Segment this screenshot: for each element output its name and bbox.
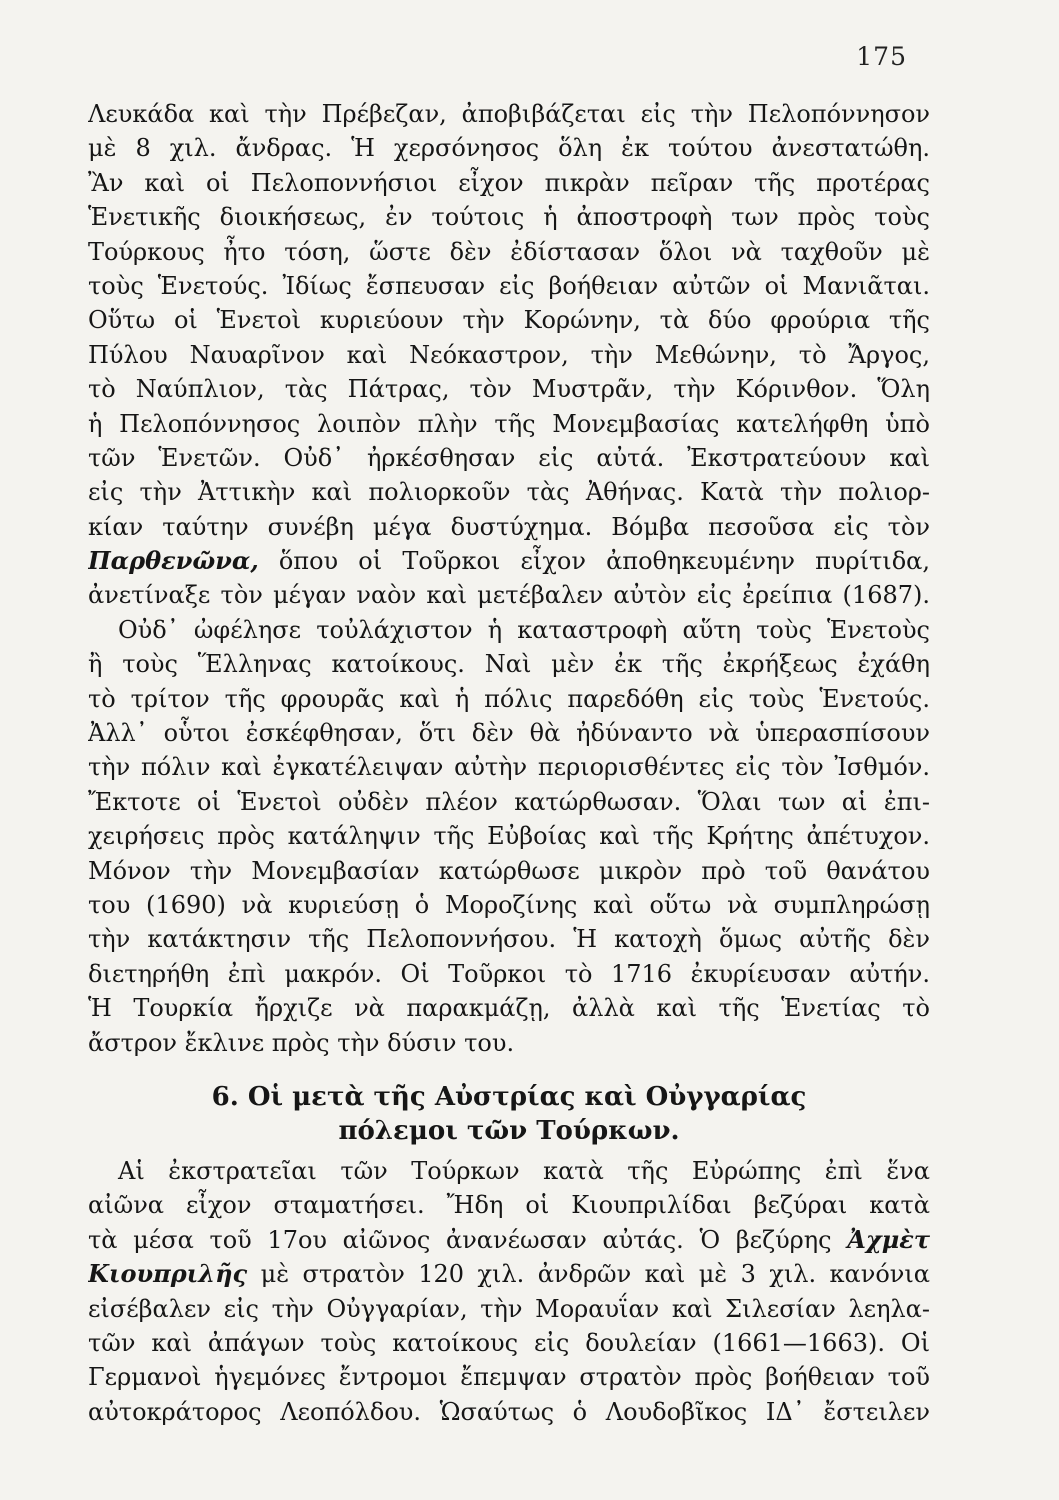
text-line: τοὺς Ἑνετούς. Ἰδίως ἔσπευσαν εἰς βοήθειαν αὐτῶν οἱ Μανιᾶται. — [88, 271, 930, 300]
text-line: τῶν καὶ ἀπάγων τοὺς κατοίκους εἰς δουλείαν (1661—1663). Οἱ — [88, 1328, 930, 1357]
section-heading — [88, 1080, 930, 1148]
page-number: 175 — [856, 42, 907, 71]
text-line: μὲ 8 χιλ. ἄνδρας. Ἡ χερσόνησος ὅλη ἐκ τούτου ἀνεστατώθη. — [88, 134, 930, 163]
akhmet-emphasis: Ἀχμὲτ — [847, 1224, 930, 1254]
text-line: Ἔκτοτε οἱ Ἑνετοὶ οὐδὲν πλέον κατώρθωσαν. Ὅλαι των αἱ ἐπι- — [88, 787, 930, 816]
text-line: Γερμανοὶ ἡγεμόνες ἔντρομοι ἔπεμψαν στρατὸν πρὸς βοήθειαν τοῦ — [88, 1363, 930, 1392]
text-line: χειρήσεις πρὸς κατάληψιν τῆς Εὐβοίας καὶ τῆς Κρήτης ἀπέτυχον. — [88, 822, 930, 851]
text-line: Ἀλλ᾿ οὗτοι ἐσκέφθησαν, ὅτι δὲν θὰ ἠδύναντο νὰ ὑπερασπίσουν — [88, 719, 930, 748]
parthenon-emphasis: Παρθενῶνα, — [88, 546, 259, 576]
text-line: τῶν Ἑνετῶν. Οὐδ᾿ ἠρκέσθησαν εἰς αὐτά. Ἐκστρατεύουν καὶ — [88, 443, 930, 472]
text-line: τὸ Ναύπλιον, τὰς Πάτρας, τὸν Μυστρᾶν, τὴν Κόρινθον. Ὅλη — [88, 375, 930, 404]
text-line-kiouprilis — [88, 1257, 930, 1291]
text-line: εἰς τὴν Ἀττικὴν καὶ πολιορκοῦν τὰς Ἀθήνας. Κατὰ τὴν πολιορ- — [88, 478, 930, 507]
text-line: Αἱ ἐκστρατεῖαι τῶν Τούρκων κατὰ τῆς Εὐρώπης ἐπὶ ἕνα — [118, 1156, 930, 1185]
text-line: Οὐδ᾿ ὠφέλησε τοὐλάχιστον ἡ καταστροφὴ αὕτη τοὺς Ἑνετοὺς — [118, 615, 930, 644]
text-line: Ἂν καὶ οἱ Πελοποννήσιοι εἶχον πικρὰν πεῖραν τῆς προτέρας — [88, 168, 930, 197]
text-line: τὸ τρίτον τῆς φρουρᾶς καὶ ἡ πόλις παρεδόθη εἰς τοὺς Ἑνετούς. — [88, 684, 930, 713]
text-line: αὐτοκράτορος Λεοπόλδου. Ὡσαύτως ὁ Λουδοβῖκος ΙΔ᾿ ἔστειλεν — [88, 1397, 930, 1426]
text-line: Ἑνετικῆς διοικήσεως, ἐν τούτοις ἡ ἀποστροφὴ των πρὸς τοὺς — [88, 203, 930, 232]
text-line: ἄστρον ἔκλινε πρὸς τὴν δύσιν του. — [88, 1028, 515, 1057]
akhmet-line-rest: τὰ μέσα τοῦ 17ου αἰῶνος ἀνανέωσαν αὐτάς. Ὁ βεζύρης — [88, 1225, 848, 1254]
text-line: του (1690) νὰ κυριεύσῃ ὁ Μοροζίνης καὶ οὕτω νὰ συμπληρώσῃ — [88, 890, 930, 919]
text-line: Οὕτω οἱ Ἑνετοὶ κυριεύουν τὴν Κορώνην, τὰ δύο φρούρια τῆς — [88, 306, 930, 335]
kiouprilis-line-rest: μὲ στρατὸν 120 χιλ. ἀνδρῶν καὶ μὲ 3 χιλ. κανόνια — [247, 1260, 930, 1289]
text-line: Λευκάδα καὶ τὴν Πρέβεζαν, ἀποβιβάζεται εἰς τὴν Πελοπόννησον — [88, 100, 930, 128]
text-line: Μόνον τὴν Μονεμβασίαν κατώρθωσε μικρὸν πρὸ τοῦ θανάτου — [88, 856, 930, 885]
text-line: τὴν κατάκτησιν τῆς Πελοποννήσου. Ἡ κατοχὴ ὅμως αὐτῆς δὲν — [88, 925, 930, 954]
section-heading-line-2: πόλεμοι τῶν Τούρκων. — [338, 1115, 680, 1146]
parthenon-line-rest: ὅπου οἱ Τοῦρκοι εἶχον ἀποθηκευμένην πυρίτιδα, — [258, 547, 930, 576]
text-line: τὴν πόλιν καὶ ἐγκατέλειψαν αὐτὴν περιορισθέντες εἰς τὸν Ἰσθμόν. — [88, 753, 930, 782]
text-line: Τούρκους ἦτο τόση, ὥστε δὲν ἐδίστασαν ὅλοι νὰ ταχθοῦν μὲ — [88, 237, 930, 266]
text-line: διετηρήθη ἐπὶ μακρόν. Οἱ Τοῦρκοι τὸ 1716 ἐκυρίευσαν αὐτήν. — [88, 959, 930, 988]
text-line: Ἡ Τουρκία ἤρχιζε νὰ παρακμάζῃ, ἀλλὰ καὶ τῆς Ἑνετίας τὸ — [88, 994, 930, 1023]
main-text — [88, 97, 930, 1429]
text-line: αἰῶνα εἶχον σταματήσει. Ἤδη οἱ Κιουπριλίδαι βεζύραι κατὰ — [88, 1191, 930, 1220]
text-line: ἡ Πελοπόννησος λοιπὸν πλὴν τῆς Μονεμβασίας κατελήφθη ὑπὸ — [88, 409, 930, 438]
text-line: εἰσέβαλεν εἰς τὴν Οὐγγαρίαν, τὴν Μοραυΐαν καὶ Σιλεσίαν λεηλα- — [88, 1294, 930, 1323]
text-line: κίαν ταύτην συνέβη μέγα δυστύχημα. Βόμβα πεσοῦσα εἰς τὸν — [88, 512, 930, 541]
text-line: ἀνετίναξε τὸν μέγαν ναὸν καὶ μετέβαλεν αὐτὸν εἰς ἐρείπια (1687). — [88, 581, 930, 610]
text-line: ἢ τοὺς Ἕλληνας κατοίκους. Ναὶ μὲν ἐκ τῆς ἐκρήξεως ἐχάθη — [88, 650, 930, 679]
text-line: Πύλου Ναυαρῖνον καὶ Νεόκαστρον, τὴν Μεθώνην, τὸ Ἄργος, — [88, 340, 930, 369]
section-heading-line-1: 6. Οἱ μετὰ τῆς Αὐστρίας καὶ Οὐγγαρίας — [211, 1081, 807, 1112]
text-line-akhmet — [88, 1223, 930, 1257]
text-line-parthenon — [88, 544, 930, 578]
kiouprilis-emphasis: Κιουπριλῆς — [88, 1259, 248, 1289]
